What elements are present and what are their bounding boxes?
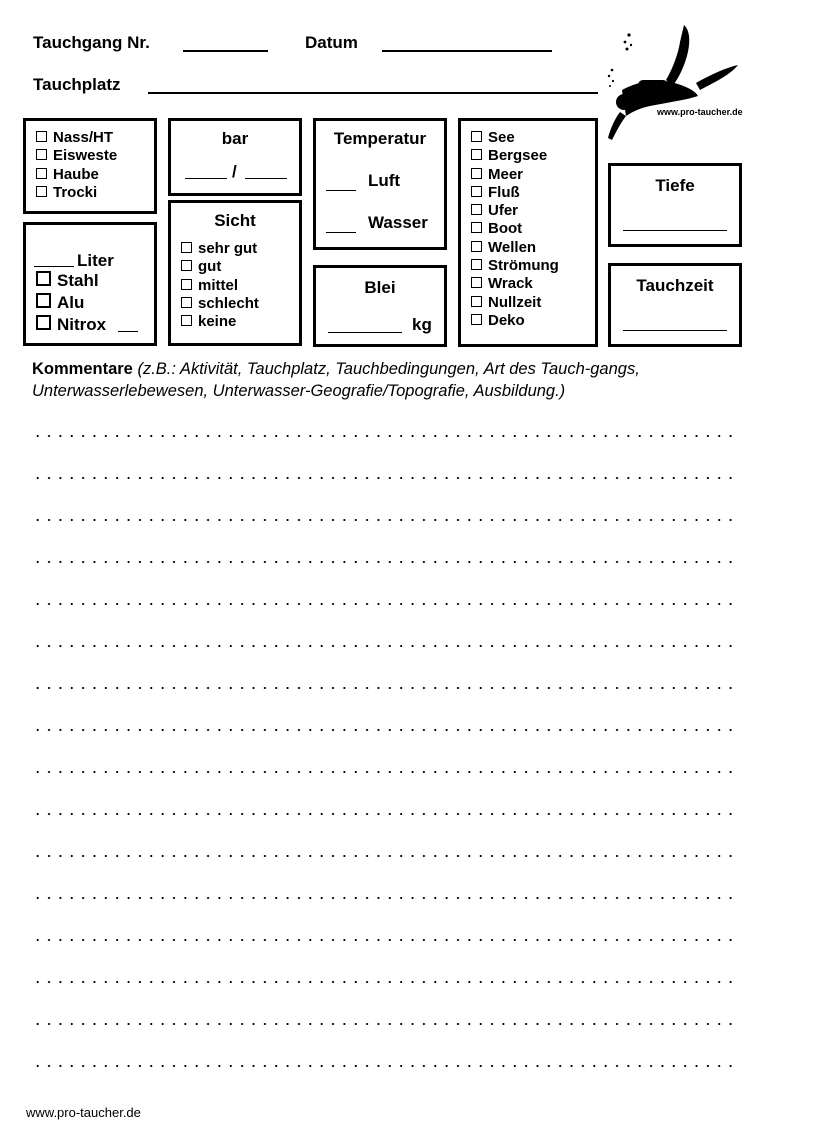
blei-title: Blei bbox=[364, 278, 396, 297]
checkbox[interactable] bbox=[471, 204, 482, 215]
comment-line[interactable] bbox=[32, 435, 737, 437]
air-label: Luft bbox=[368, 171, 401, 190]
comment-line[interactable] bbox=[32, 771, 737, 773]
comment-line[interactable] bbox=[32, 561, 737, 563]
checkbox[interactable] bbox=[471, 131, 482, 142]
comment-line[interactable] bbox=[32, 813, 737, 815]
comment-line[interactable] bbox=[32, 1023, 737, 1025]
datum-field[interactable] bbox=[382, 50, 552, 52]
diver-logo bbox=[600, 20, 745, 150]
checkbox[interactable] bbox=[181, 279, 192, 290]
bar-title: bar bbox=[221, 129, 249, 148]
checkbox[interactable] bbox=[36, 271, 51, 286]
bar-box bbox=[168, 118, 302, 196]
checkbox[interactable] bbox=[36, 315, 51, 330]
logo-url: www.pro-taucher.de bbox=[657, 107, 743, 117]
suit-box bbox=[23, 118, 157, 214]
tank-option[interactable]: Nitrox bbox=[36, 314, 106, 336]
sicht-box bbox=[168, 200, 302, 346]
env-option[interactable]: Bergsee bbox=[471, 147, 559, 165]
tiefe-field[interactable] bbox=[623, 230, 727, 231]
air-temp-field[interactable] bbox=[326, 190, 356, 191]
sicht-option[interactable]: schlecht bbox=[181, 295, 259, 313]
tauchplatz-label: Tauchplatz bbox=[33, 75, 121, 94]
checkbox[interactable] bbox=[471, 277, 482, 288]
comment-line[interactable] bbox=[32, 603, 737, 605]
checkbox[interactable] bbox=[36, 186, 47, 197]
checkbox[interactable] bbox=[471, 314, 482, 325]
checkbox[interactable] bbox=[36, 293, 51, 308]
env-option[interactable]: Nullzeit bbox=[471, 294, 559, 312]
environment-box bbox=[458, 118, 598, 347]
sicht-option[interactable]: sehr gut bbox=[181, 240, 259, 258]
env-option[interactable]: Meer bbox=[471, 166, 559, 184]
bar-start-field[interactable] bbox=[185, 178, 227, 179]
comment-line[interactable] bbox=[32, 897, 737, 899]
comments-heading bbox=[32, 358, 752, 402]
tauchgang-field[interactable] bbox=[183, 50, 268, 52]
footer-url: www.pro-taucher.de bbox=[26, 1105, 141, 1120]
tauchzeit-title: Tauchzeit bbox=[636, 276, 714, 295]
comment-line[interactable] bbox=[32, 687, 737, 689]
comment-line[interactable] bbox=[32, 939, 737, 941]
comment-line[interactable] bbox=[32, 519, 737, 521]
checkbox[interactable] bbox=[471, 168, 482, 179]
tank-option[interactable]: Stahl bbox=[36, 270, 106, 292]
suit-option[interactable]: Haube bbox=[36, 166, 117, 184]
comment-line[interactable] bbox=[32, 855, 737, 857]
suit-option[interactable]: Trocki bbox=[36, 184, 117, 202]
bar-end-field[interactable] bbox=[245, 178, 287, 179]
liter-label: Liter bbox=[77, 251, 114, 270]
tauchzeit-field[interactable] bbox=[623, 330, 727, 331]
comment-line[interactable] bbox=[32, 1065, 737, 1067]
blei-unit: kg bbox=[412, 315, 432, 334]
checkbox[interactable] bbox=[181, 242, 192, 253]
checkbox[interactable] bbox=[181, 297, 192, 308]
checkbox[interactable] bbox=[181, 315, 192, 326]
env-option[interactable]: Wrack bbox=[471, 275, 559, 293]
tiefe-box bbox=[608, 163, 742, 247]
sicht-title: Sicht bbox=[214, 211, 256, 230]
env-option[interactable]: Ufer bbox=[471, 202, 559, 220]
checkbox[interactable] bbox=[471, 241, 482, 252]
datum-label: Datum bbox=[305, 33, 358, 52]
temperatur-title: Temperatur bbox=[333, 129, 427, 148]
comments-hint: (z.B.: Aktivität, Tauchplatz, Tauchbedingungen, Art des Tauch-gangs, Unterwasserlebewesen, Unterwasser-Geografie/Topografie, Ausbildung.) bbox=[32, 360, 640, 400]
env-option[interactable]: Strömung bbox=[471, 257, 559, 275]
blei-field[interactable] bbox=[328, 332, 402, 333]
checkbox[interactable] bbox=[471, 222, 482, 233]
nitrox-field[interactable] bbox=[118, 331, 138, 332]
comment-line[interactable] bbox=[32, 981, 737, 983]
tiefe-title: Tiefe bbox=[655, 176, 695, 195]
env-option[interactable]: Wellen bbox=[471, 239, 559, 257]
env-option[interactable]: See bbox=[471, 129, 559, 147]
checkbox[interactable] bbox=[36, 131, 47, 142]
blei-box bbox=[313, 265, 447, 347]
env-option[interactable]: Boot bbox=[471, 220, 559, 238]
sicht-option[interactable]: mittel bbox=[181, 277, 259, 295]
comment-line[interactable] bbox=[32, 477, 737, 479]
checkbox[interactable] bbox=[36, 149, 47, 160]
env-option[interactable]: Fluß bbox=[471, 184, 559, 202]
tauchzeit-box bbox=[608, 263, 742, 347]
suit-option[interactable]: Nass/HT bbox=[36, 129, 117, 147]
checkbox[interactable] bbox=[36, 168, 47, 179]
comment-line[interactable] bbox=[32, 645, 737, 647]
temperatur-box bbox=[313, 118, 447, 250]
suit-option[interactable]: Eisweste bbox=[36, 147, 117, 165]
checkbox[interactable] bbox=[471, 259, 482, 270]
sicht-option[interactable]: keine bbox=[181, 313, 259, 331]
sicht-option[interactable]: gut bbox=[181, 258, 259, 276]
tank-box bbox=[23, 222, 157, 346]
checkbox[interactable] bbox=[181, 260, 192, 271]
water-temp-field[interactable] bbox=[326, 232, 356, 233]
env-option[interactable]: Deko bbox=[471, 312, 559, 330]
comment-line[interactable] bbox=[32, 729, 737, 731]
comments-label: Kommentare bbox=[32, 360, 133, 378]
checkbox[interactable] bbox=[471, 149, 482, 160]
tauchgang-label: Tauchgang Nr. bbox=[33, 33, 150, 52]
water-label: Wasser bbox=[368, 213, 428, 232]
tank-option[interactable]: Alu bbox=[36, 292, 106, 314]
checkbox[interactable] bbox=[471, 186, 482, 197]
tauchplatz-field[interactable] bbox=[148, 92, 598, 94]
checkbox[interactable] bbox=[471, 296, 482, 307]
bar-separator: / bbox=[232, 162, 237, 181]
liter-field[interactable] bbox=[34, 266, 74, 267]
